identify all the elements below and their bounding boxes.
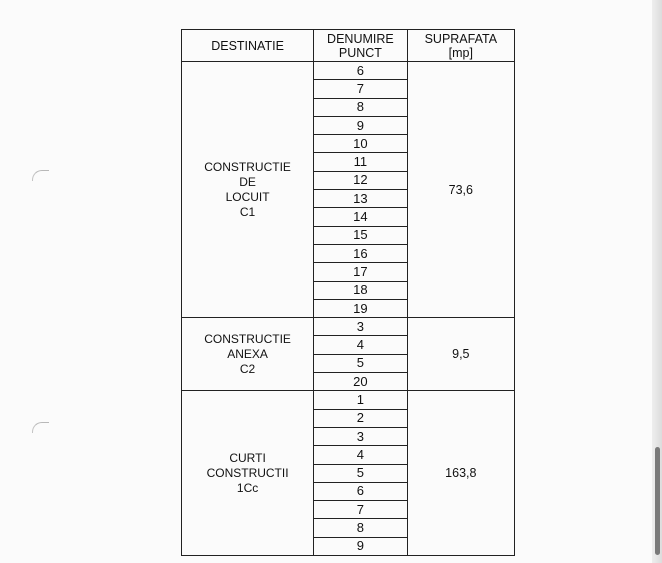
destination-line: CONSTRUCTIE <box>204 159 291 174</box>
point-cell: 9 <box>314 537 408 555</box>
destination-line: DE <box>239 174 256 189</box>
point-cell: 15 <box>314 226 408 244</box>
table-row <box>182 62 515 80</box>
point-cell: 11 <box>314 153 408 171</box>
point-cell: 4 <box>314 336 408 354</box>
area-cell: 163,8 <box>407 391 514 556</box>
area-table <box>181 29 515 556</box>
punch-hole-mark <box>32 422 49 433</box>
point-cell: 6 <box>314 62 408 80</box>
point-cell: 7 <box>314 80 408 98</box>
scrollbar-thumb[interactable] <box>655 447 660 555</box>
point-cell: 8 <box>314 519 408 537</box>
point-cell: 20 <box>314 373 408 391</box>
destination-cell <box>182 391 314 556</box>
point-cell: 2 <box>314 409 408 427</box>
destination-cell <box>182 62 314 318</box>
punch-hole-mark <box>32 170 49 181</box>
header-suprafata-line1: SUPRAFATA <box>424 31 498 46</box>
header-suprafata <box>407 30 514 62</box>
header-suprafata-line2: [mp] <box>448 45 473 60</box>
destination-line: 1Cc <box>236 480 259 495</box>
point-cell: 14 <box>314 208 408 226</box>
point-cell: 7 <box>314 501 408 519</box>
point-cell: 13 <box>314 190 408 208</box>
point-cell: 17 <box>314 263 408 281</box>
header-destinatie: DESTINATIE <box>182 30 314 62</box>
point-cell: 12 <box>314 171 408 189</box>
destination-line: CURTI <box>229 450 266 465</box>
table-row <box>182 318 515 336</box>
destination-line: CONSTRUCTII <box>206 465 289 480</box>
point-cell: 8 <box>314 98 408 116</box>
point-cell: 4 <box>314 446 408 464</box>
area-cell: 73,6 <box>407 62 514 318</box>
area-cell: 9,5 <box>407 318 514 391</box>
destination-line: CONSTRUCTIE <box>204 331 291 346</box>
destination-line: ANEXA <box>227 346 268 361</box>
point-cell: 5 <box>314 354 408 372</box>
point-cell: 3 <box>314 427 408 445</box>
point-cell: 16 <box>314 244 408 262</box>
destination-line: LOCUIT <box>225 189 270 204</box>
point-cell: 5 <box>314 464 408 482</box>
point-cell: 9 <box>314 116 408 134</box>
destination-line: C1 <box>239 204 256 219</box>
table-row <box>182 391 515 409</box>
point-cell: 19 <box>314 299 408 317</box>
point-cell: 1 <box>314 391 408 409</box>
header-row <box>182 30 515 62</box>
point-cell: 10 <box>314 135 408 153</box>
header-denumire-line1: DENUMIRE <box>327 31 394 46</box>
point-cell: 18 <box>314 281 408 299</box>
destination-cell <box>182 318 314 391</box>
header-denumire-punct <box>314 30 408 62</box>
point-cell: 3 <box>314 318 408 336</box>
table-body <box>182 62 515 556</box>
destination-line: C2 <box>239 361 256 376</box>
point-cell: 6 <box>314 482 408 500</box>
header-denumire-line2: PUNCT <box>338 45 382 60</box>
